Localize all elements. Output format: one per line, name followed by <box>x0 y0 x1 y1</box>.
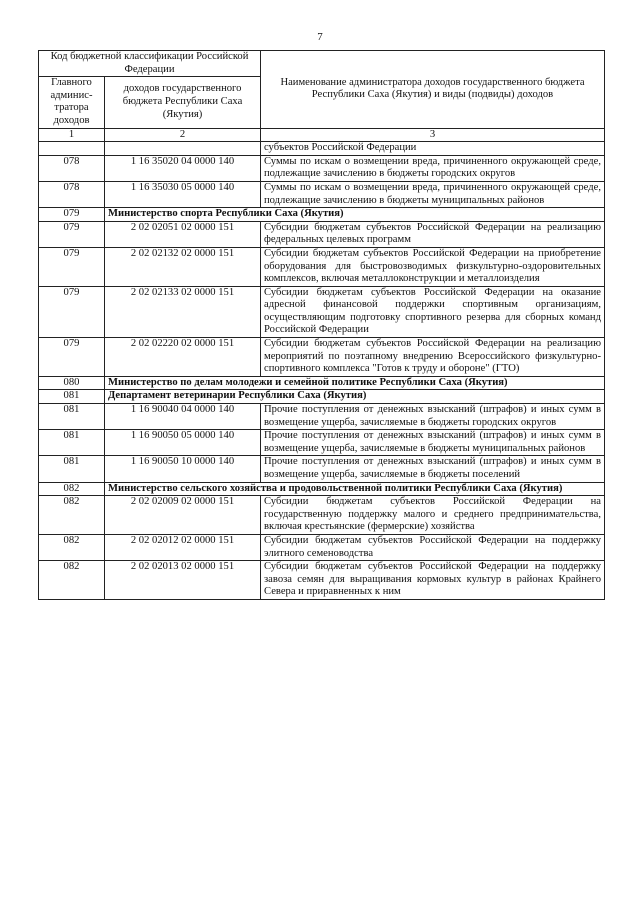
income-code-cell: 2 02 02013 02 0000 151 <box>105 561 261 600</box>
ministry-row <box>39 482 605 496</box>
admin-code-cell: 082 <box>39 561 105 600</box>
income-name-cell: Субсидии бюджетам субъектов Российской Федерации на поддержку элитного семеноводства <box>261 534 605 560</box>
admin-code-cell: 081 <box>39 456 105 482</box>
income-code-cell: 2 02 02132 02 0000 151 <box>105 247 261 286</box>
ministry-row <box>39 376 605 390</box>
ministry-row <box>39 208 605 222</box>
admin-code-cell: 082 <box>39 496 105 535</box>
ministry-name-cell: Министерство спорта Республики Саха (Якутия) <box>105 208 605 222</box>
budget-classification-table <box>38 50 605 600</box>
income-name-cell: Субсидии бюджетам субъектов Российской Федерации на реализацию федеральных целевых программ <box>261 221 605 247</box>
income-name-cell: Субсидии бюджетам субъектов Российской Федерации на приобретение оборудования для быстровозводимых физкультурно-оздоровительных комплексов, включая металлоконструкции и металлоизделия <box>261 247 605 286</box>
table-row <box>39 534 605 560</box>
admin-code-cell <box>39 142 105 156</box>
income-code-cell: 1 16 35020 04 0000 140 <box>105 155 261 181</box>
header-num-3: 3 <box>261 128 605 142</box>
header-col-admin: Главного админис-тратора доходов <box>39 77 105 128</box>
income-name-cell: Субсидии бюджетам субъектов Российской Федерации на реализацию мероприятий по поэтапному внедрению Всероссийского физкультурно-спортивного комплекса "Готов к труду и обороне" (ГТО) <box>261 338 605 377</box>
admin-code-cell: 082 <box>39 534 105 560</box>
admin-code-cell: 082 <box>39 482 105 496</box>
income-name-cell: Прочие поступления от денежных взысканий (штрафов) и иных сумм в возмещение ущерба, зачисляемые в бюджеты муниципальных районов <box>261 430 605 456</box>
admin-code-cell: 079 <box>39 286 105 337</box>
income-code-cell: 1 16 90050 05 0000 140 <box>105 430 261 456</box>
income-code-cell <box>105 142 261 156</box>
admin-code-cell: 078 <box>39 155 105 181</box>
header-num-1: 1 <box>39 128 105 142</box>
header-col-income-code: доходов государственного бюджета Республики Саха (Якутия) <box>105 77 261 128</box>
table-row <box>39 155 605 181</box>
table-header <box>39 51 605 142</box>
income-name-cell: Субсидии бюджетам субъектов Российской Федерации на государственную поддержку малого и среднего предпринимательства, включая крестьянские (фермерские) хозяйства <box>261 496 605 535</box>
ministry-name-cell: Департамент ветеринарии Республики Саха (Якутия) <box>105 390 605 404</box>
income-name-cell: Суммы по искам о возмещении вреда, причиненного окружающей среде, подлежащие зачислению в бюджеты городских округов <box>261 155 605 181</box>
admin-code-cell: 081 <box>39 430 105 456</box>
ministry-name-cell: Министерство сельского хозяйства и продовольственной политики Республики Саха (Якутия) <box>105 482 605 496</box>
income-name-cell: Прочие поступления от денежных взысканий (штрафов) и иных сумм в возмещение ущерба, зачисляемые в бюджеты городских округов <box>261 404 605 430</box>
table-body <box>39 142 605 600</box>
income-code-cell: 2 02 02220 02 0000 151 <box>105 338 261 377</box>
table-row <box>39 561 605 600</box>
income-code-cell: 1 16 90040 04 0000 140 <box>105 404 261 430</box>
table-row <box>39 247 605 286</box>
income-name-cell: Субсидии бюджетам субъектов Российской Федерации на оказание адресной финансовой поддержки спортивным организациям, осуществляющим подготовку спортивного резерва для сборных команд Российской Федерации <box>261 286 605 337</box>
table-row <box>39 456 605 482</box>
income-name-cell: Субсидии бюджетам субъектов Российской Федерации на поддержку завоза семян для выращивания кормовых культур в районах Крайнего Севера и приравненных к ним <box>261 561 605 600</box>
header-group-code: Код бюджетной классификации Российской Федерации <box>39 51 261 77</box>
admin-code-cell: 081 <box>39 390 105 404</box>
income-code-cell: 2 02 02133 02 0000 151 <box>105 286 261 337</box>
income-code-cell: 1 16 35030 05 0000 140 <box>105 181 261 207</box>
income-code-cell: 2 02 02009 02 0000 151 <box>105 496 261 535</box>
table-row <box>39 221 605 247</box>
admin-code-cell: 079 <box>39 208 105 222</box>
ministry-name-cell: Министерство по делам молодежи и семейной политике Республики Саха (Якутия) <box>105 376 605 390</box>
admin-code-cell: 079 <box>39 247 105 286</box>
income-name-cell: Прочие поступления от денежных взысканий (штрафов) и иных сумм в возмещение ущерба, зачисляемые в бюджеты поселений <box>261 456 605 482</box>
admin-code-cell: 079 <box>39 221 105 247</box>
admin-code-cell: 078 <box>39 181 105 207</box>
income-code-cell: 2 02 02012 02 0000 151 <box>105 534 261 560</box>
income-name-cell: субъектов Российской Федерации <box>261 142 605 156</box>
income-name-cell: Суммы по искам о возмещении вреда, причиненного окружающей среде, подлежащие зачислению в бюджеты муниципальных районов <box>261 181 605 207</box>
ministry-row <box>39 390 605 404</box>
admin-code-cell: 079 <box>39 338 105 377</box>
table-row <box>39 338 605 377</box>
table-row <box>39 142 605 156</box>
header-num-2: 2 <box>105 128 261 142</box>
table-row <box>39 286 605 337</box>
page-number: 7 <box>317 31 323 43</box>
table-row <box>39 181 605 207</box>
admin-code-cell: 080 <box>39 376 105 390</box>
header-col-name: Наименование администратора доходов государственного бюджета Республики Саха (Якутия) и виды (подвиды) доходов <box>261 51 605 129</box>
income-code-cell: 1 16 90050 10 0000 140 <box>105 456 261 482</box>
admin-code-cell: 081 <box>39 404 105 430</box>
table-row <box>39 404 605 430</box>
table-row <box>39 496 605 535</box>
income-code-cell: 2 02 02051 02 0000 151 <box>105 221 261 247</box>
table-row <box>39 430 605 456</box>
